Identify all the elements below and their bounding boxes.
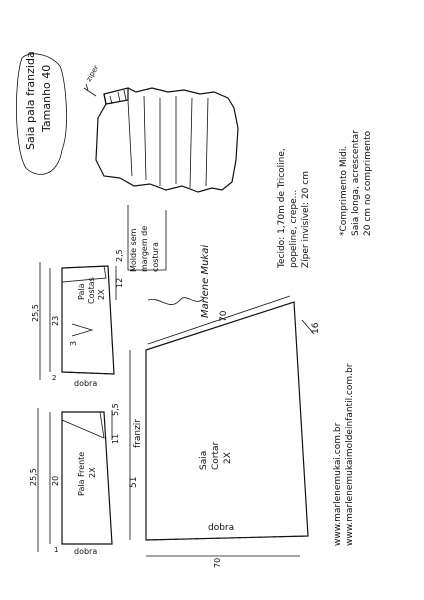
front-yoke-dim-outer: 25,5 (29, 468, 38, 486)
fabric-line-1: Tecido: 1,70m de Tricoline, (277, 148, 287, 268)
length-notes (339, 130, 373, 236)
skirt-gather-label: franzir (133, 418, 143, 448)
front-yoke-label-1: Pala Frente (77, 451, 86, 496)
back-yoke-dim-left: 23 (51, 315, 60, 326)
back-yoke-dim-outer: 25,5 (31, 304, 40, 322)
back-yoke-dim-dart: 3 (69, 340, 78, 346)
skirt-fold-label: dobra (208, 523, 235, 533)
skirt-dim-lines (130, 296, 314, 556)
back-yoke-dim-top: 2,5 (115, 249, 124, 262)
back-yoke-label-2: Costas (87, 277, 96, 304)
front-yoke-shading (62, 412, 104, 438)
fabric-notes (277, 148, 311, 269)
skirt-folds (128, 96, 208, 188)
seam-note (129, 226, 160, 272)
length-line-1: *Comprimento Midi. (339, 145, 349, 236)
skirt-outline (146, 302, 308, 540)
back-yoke-label-1: Pala (77, 283, 86, 300)
back-yoke-fold-label: dobra (74, 379, 98, 388)
skirt-piece (129, 296, 321, 568)
back-yoke-dart (72, 324, 92, 336)
skirt-label-3: 2X (223, 452, 233, 464)
skirt-dim-side: 16 (311, 322, 321, 334)
title-group (24, 51, 53, 150)
seam-line-3: costura (151, 242, 160, 272)
seam-line-1: Molde sem (129, 228, 138, 272)
front-yoke-dim-left: 20 (51, 475, 60, 486)
front-yoke-dim-bottom: 1 (54, 546, 59, 554)
front-yoke-outline (62, 412, 112, 544)
front-yoke-dim-top: 5,5 (111, 403, 120, 416)
skirt-illustration (84, 64, 238, 192)
back-yoke-piece (31, 249, 124, 388)
skirt-dim-top: 70 (219, 310, 229, 322)
zipper-mark (84, 84, 96, 96)
back-yoke-label-3: 2X (97, 289, 106, 300)
front-yoke-piece (29, 403, 120, 556)
url-2: www.marlenemukaimoldeinfantil.com.br (345, 363, 355, 546)
front-yoke-fold-label: dobra (74, 547, 98, 556)
signature-flourish (148, 298, 204, 305)
seam-line-2: margem de (140, 225, 149, 272)
skirt-label-2: Cortar (211, 441, 221, 470)
url-1: www.marlenemukai.com.br (333, 422, 343, 546)
signature-text: Marlene Mukai (200, 244, 211, 318)
back-yoke-dim-upper: 12 (115, 277, 124, 288)
signature (200, 245, 211, 318)
fabric-line-2: popeline, crepe... (289, 189, 299, 268)
skirt-label-1: Saia (199, 450, 209, 470)
zipper-label: ziper (84, 64, 101, 83)
website-urls (333, 363, 355, 546)
skirt-outline-left (96, 94, 120, 178)
skirt-hem (120, 178, 222, 192)
skirt-dim-bottom: 70 (213, 557, 222, 568)
front-yoke-dim-lines (38, 408, 112, 552)
title-line1: Saia pala franzida (24, 51, 37, 150)
length-line-3: 20 cm no comprimento (363, 130, 373, 236)
length-line-2: Saia longa, acrescentar (351, 130, 361, 236)
back-yoke-dim-bottom: 2 (52, 374, 57, 382)
skirt-dim-height: 51 (129, 476, 139, 488)
back-yoke-shading (62, 266, 106, 282)
front-yoke-dim-upper: 11 (111, 433, 120, 444)
title-line2: Tamanho 40 (40, 64, 53, 132)
front-yoke-label-2: 2X (88, 467, 97, 478)
fabric-line-3: Zíper invisível: 20 cm (301, 171, 311, 268)
